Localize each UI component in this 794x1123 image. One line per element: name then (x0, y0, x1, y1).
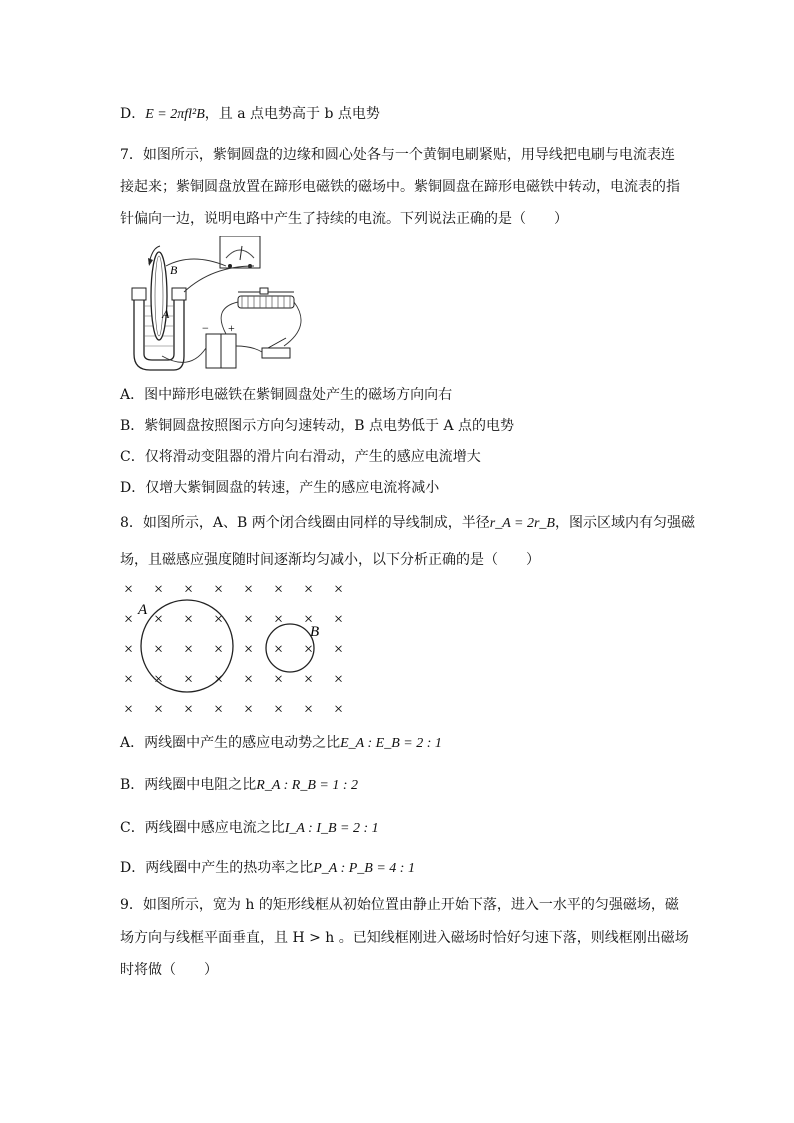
field-cross: × (274, 701, 284, 716)
q9-stem-line1: 9．如图所示，宽为 h 的矩形线框从初始位置由静止开始下落，进入一水平的匀强磁场，磁 (120, 897, 679, 913)
q7-option-a: A．图中蹄形电磁铁在紫铜圆盘处产生的磁场方向向右 (120, 387, 453, 403)
q8-stem-line2: 场，且磁感应强度随时间逐渐均匀减小，以下分析正确的是（ ） (120, 552, 540, 568)
option-text: C．两线圈中感应电流之比 (120, 820, 285, 836)
field-cross: × (214, 581, 224, 598)
field-cross: × (154, 641, 164, 658)
q6-option-d (120, 104, 380, 125)
field-cross: × (184, 611, 194, 628)
field-cross: × (184, 641, 194, 658)
field-cross: × (124, 581, 134, 598)
field-cross: × (274, 641, 284, 658)
field-cross: × (304, 611, 314, 628)
magnet-pole-right (172, 288, 186, 300)
label-a: A (162, 307, 170, 321)
field-cross: × (214, 701, 224, 716)
field-cross: × (184, 581, 194, 598)
field-cross: × (334, 581, 344, 598)
option-text: A．两线圈中产生的感应电动势之比 (120, 735, 341, 751)
q7-figure (122, 236, 322, 376)
option-formula: R_A : R_B = 1 : 2 (256, 778, 359, 793)
option-formula: P_A : P_B = 4 : 1 (313, 861, 415, 876)
field-cross: × (274, 581, 284, 598)
radius-formula: r_A = 2r_B (489, 516, 555, 531)
field-cross: × (304, 581, 314, 598)
q7-option-b: B．紫铜圆盘按照图示方向匀速转动，B 点电势低于 A 点的电势 (120, 418, 515, 434)
field-cross: × (334, 641, 344, 658)
field-cross: × (334, 611, 344, 628)
q7-stem-line2: 接起来；紫铜圆盘放置在蹄形电磁铁的磁场中。紫铜圆盘在蹄形电磁铁中转动，电流表的指 (120, 179, 680, 195)
q9-stem-line2: 场方向与线框平面垂直，且 H > h 。已知线框刚进入磁场时恰好匀速下落，则线框刚出磁场 (120, 930, 689, 946)
field-cross: × (274, 611, 284, 628)
option-formula: I_A : I_B = 2 : 1 (284, 821, 379, 836)
q8-figure (118, 576, 358, 716)
field-cross: × (154, 611, 164, 628)
switch-icon (262, 348, 290, 358)
ammeter-icon (220, 236, 260, 268)
field-cross: × (154, 701, 164, 716)
field-cross: × (334, 701, 344, 716)
q9-stem-line3: 时将做（ ） (120, 962, 218, 978)
q7-stem-line3: 针偏向一边，说明电路中产生了持续的电流。下列说法正确的是（ ） (120, 211, 568, 227)
copper-disc (151, 252, 167, 340)
field-cross: × (214, 641, 224, 658)
coil-b-label: B (310, 624, 320, 640)
field-cross: × (184, 701, 194, 716)
battery-minus: − (202, 321, 209, 335)
field-cross: × (274, 671, 284, 688)
field-cross: × (244, 641, 254, 658)
field-cross: × (304, 701, 314, 716)
field-cross: × (214, 671, 224, 688)
field-cross: × (244, 671, 254, 688)
field-cross: × (124, 701, 134, 716)
label-b: B (170, 263, 178, 277)
option-suffix: ，且 a 点电势高于 b 点电势 (204, 106, 380, 122)
emf-formula: E = 2πfl²B (145, 107, 205, 122)
option-prefix: D． (120, 106, 146, 122)
field-cross: × (154, 581, 164, 598)
field-cross: × (184, 671, 194, 688)
q8-option-d (120, 858, 415, 879)
q8-option-a (120, 733, 442, 754)
field-cross: × (244, 611, 254, 628)
magnet-pole-left (132, 288, 146, 300)
field-cross: × (304, 671, 314, 688)
q7-option-d: D．仅增大紫铜圆盘的转速，产生的感应电流将减小 (120, 480, 440, 496)
field-cross: × (334, 671, 344, 688)
option-formula: E_A : E_B = 2 : 1 (340, 736, 442, 751)
field-cross: × (214, 611, 224, 628)
field-cross: × (124, 611, 134, 628)
q8-stem-line1 (120, 513, 695, 534)
battery-plus: + (228, 321, 235, 335)
field-cross: × (244, 581, 254, 598)
q7-option-c: C．仅将滑动变阻器的滑片向右滑动，产生的感应电流增大 (120, 449, 481, 465)
field-cross: × (124, 641, 134, 658)
option-text: D．两线圈中产生的热功率之比 (120, 860, 314, 876)
field-cross: × (244, 701, 254, 716)
q8-option-c (120, 818, 379, 839)
field-cross: × (124, 671, 134, 688)
q8-stem-tail: ，图示区域内有匀强磁 (554, 515, 695, 531)
option-text: B．两线圈中电阻之比 (120, 777, 257, 793)
coil-a-label: A (138, 602, 148, 618)
field-cross: × (304, 641, 314, 658)
q8-stem-text: 8．如图所示，A、B 两个闭合线圈由同样的导线制成，半径 (120, 515, 490, 531)
field-cross: × (154, 671, 164, 688)
q7-stem-line1: 7．如图所示，紫铜圆盘的边缘和圆心处各与一个黄铜电刷紧贴，用导线把电刷与电流表连 (120, 147, 675, 163)
q8-option-b (120, 775, 358, 796)
